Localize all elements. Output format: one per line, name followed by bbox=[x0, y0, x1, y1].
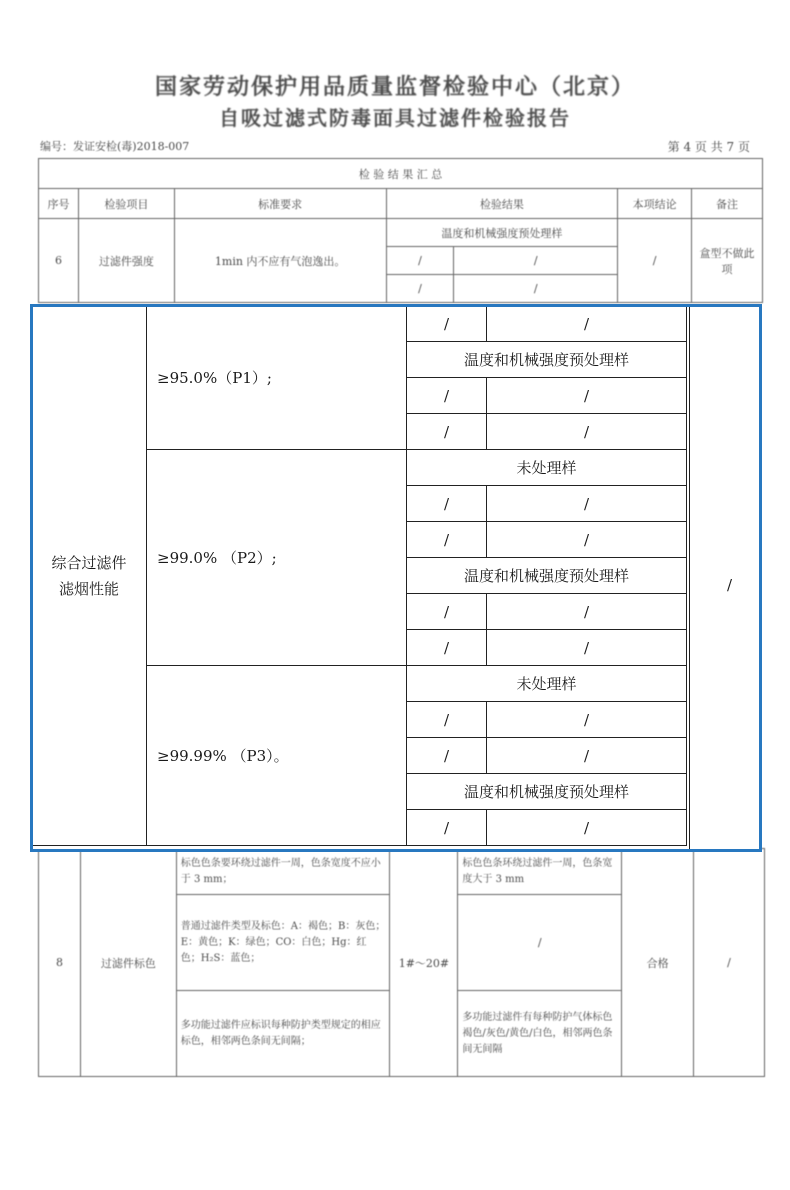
conclusion-cell bbox=[689, 305, 762, 852]
result-cell: / bbox=[487, 810, 687, 846]
result-cell: / bbox=[407, 810, 487, 846]
col-header-requirement: 标准要求 bbox=[174, 189, 386, 219]
col-header-conclusion: 本项结论 bbox=[618, 189, 692, 219]
test-item-line2: 滤烟性能 bbox=[58, 579, 119, 598]
conclusion-value: / bbox=[726, 576, 733, 594]
result-cell: / bbox=[487, 306, 687, 342]
result-cell: / bbox=[487, 378, 687, 414]
row8-req3: 多功能过滤件应标识每种防护类型规定的相应标色，相邻两色条间无间隔； bbox=[176, 991, 390, 1077]
result-cell: / bbox=[407, 630, 487, 666]
result-cell: / bbox=[407, 522, 487, 558]
row6-conclusion: / bbox=[618, 219, 692, 303]
org-title: 国家劳动保护用品质量监督检验中心（北京） bbox=[154, 74, 635, 100]
row8-no: 8 bbox=[39, 849, 81, 1077]
summary-title: 检 验 结 果 汇 总 bbox=[39, 159, 763, 189]
requirement-p1: ≥95.0%（P1）; bbox=[147, 306, 407, 450]
row6-cell: / bbox=[386, 247, 454, 275]
row6-result-label: 温度和机械强度预处理样 bbox=[386, 219, 618, 247]
row8-req1: 标色色条要环绕过滤件一周，色条宽度不应小于 3 mm； bbox=[176, 849, 390, 895]
row8-res3: 多功能过滤件有每种防护气体标色褐色/灰色/黄色/白色，相邻两色条间无间隔 bbox=[458, 991, 622, 1077]
row8-res1: 标色色条环绕过滤件一周，色条宽度大于 3 mm bbox=[458, 849, 622, 895]
col-header-item: 检验项目 bbox=[78, 189, 174, 219]
result-cell: / bbox=[487, 738, 687, 774]
treated-sample-label: 温度和机械强度预处理样 bbox=[407, 558, 687, 594]
report-number: 编号：发证安检(毒)2018-007 bbox=[40, 140, 190, 153]
row8-sample: 1#～20# bbox=[390, 849, 458, 1077]
row6-cell: / bbox=[454, 247, 618, 275]
result-cell: / bbox=[407, 414, 487, 450]
row6-no: 6 bbox=[39, 219, 79, 303]
row6-note: 盒型不做此项 bbox=[692, 219, 763, 303]
row8-note: / bbox=[694, 849, 765, 1077]
treated-sample-label: 温度和机械强度预处理样 bbox=[407, 774, 687, 810]
row6-item: 过滤件强度 bbox=[78, 219, 174, 303]
untreated-sample-label: 未处理样 bbox=[407, 450, 687, 486]
result-cell: / bbox=[487, 522, 687, 558]
row6-cell: / bbox=[454, 275, 618, 303]
result-cell: / bbox=[487, 486, 687, 522]
result-cell: / bbox=[407, 594, 487, 630]
row8-res2: / bbox=[458, 895, 622, 991]
summary-table-bottom bbox=[38, 848, 765, 1077]
result-cell: / bbox=[407, 702, 487, 738]
treated-sample-label: 温度和机械强度预处理样 bbox=[407, 342, 687, 378]
requirement-p3: ≥99.99% （P3）。 bbox=[147, 666, 407, 846]
requirement-p2: ≥99.0% （P2）; bbox=[147, 450, 407, 666]
result-cell: / bbox=[487, 414, 687, 450]
zoomed-detail-panel bbox=[30, 304, 762, 852]
test-item-cell bbox=[32, 306, 147, 846]
filter-performance-table bbox=[31, 305, 692, 846]
result-cell: / bbox=[407, 378, 487, 414]
result-cell: / bbox=[407, 738, 487, 774]
test-item-line1: 综合过滤件 bbox=[51, 553, 127, 572]
result-cell: / bbox=[407, 306, 487, 342]
report-title: 自吸过滤式防毒面具过滤件检验报告 bbox=[219, 106, 571, 130]
summary-table-top bbox=[38, 158, 763, 303]
row8-conclusion: 合格 bbox=[622, 849, 694, 1077]
untreated-sample-label: 未处理样 bbox=[407, 666, 687, 702]
col-header-result: 检验结果 bbox=[386, 189, 618, 219]
row6-cell: / bbox=[386, 275, 454, 303]
result-cell: / bbox=[487, 594, 687, 630]
page-info: 第 4 页 共 7 页 bbox=[667, 140, 750, 154]
col-header-no: 序号 bbox=[39, 189, 79, 219]
result-cell: / bbox=[487, 630, 687, 666]
result-cell: / bbox=[407, 486, 487, 522]
result-cell: / bbox=[487, 702, 687, 738]
row8-req2: 普通过滤件类型及标色：A：褐色；B：灰色；E：黄色；K：绿色；CO：白色；Hg：红色；H₂S：蓝色； bbox=[176, 895, 390, 991]
row6-requirement: 1min 内不应有气泡逸出。 bbox=[174, 219, 386, 303]
col-header-note: 备注 bbox=[692, 189, 763, 219]
row8-item: 过滤件标色 bbox=[80, 849, 176, 1077]
